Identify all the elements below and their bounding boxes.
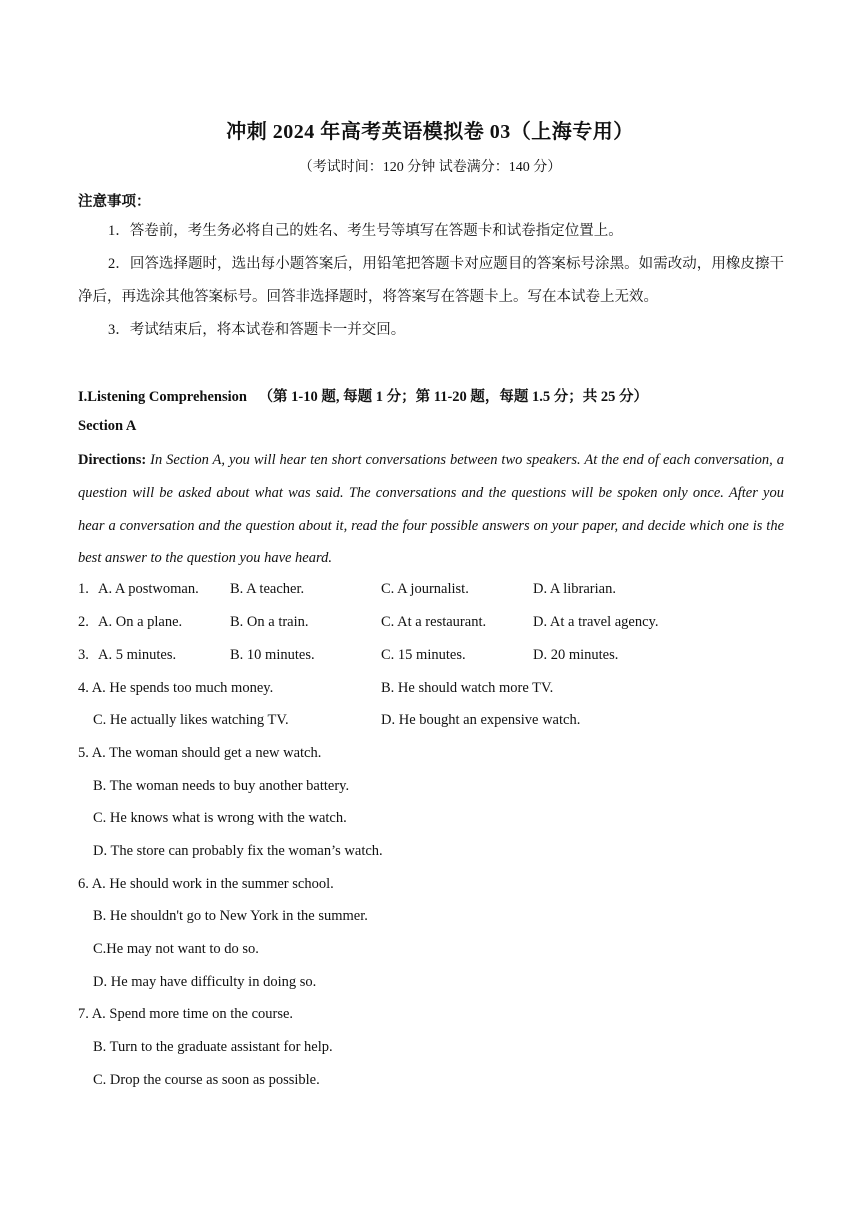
question-4-row-2 [78,712,784,732]
option-b: B. He should watch more TV. [381,680,554,696]
directions-paragraph [78,444,784,575]
option-c: C. 15 minutes. [381,647,466,663]
question-6-option-b [78,908,784,928]
option-c: C. He actually likes watching TV. [93,712,289,728]
option-b: B. 10 minutes. [230,647,315,663]
question-5-option-d [78,843,784,863]
question-6-option-a [78,876,784,896]
question-7-option-c [78,1072,784,1092]
option-a: A. On a plane. [98,614,183,630]
part-title: I.Listening Comprehension [78,389,247,405]
exam-subtitle: （考试时间：120 分钟 试卷满分：140 分） [298,160,562,175]
question-4-row-1 [78,680,784,700]
option-a: 6. A. He should work in the summer school. [78,876,334,892]
option-c: C.He may not want to do so. [93,941,259,957]
question-7-option-a [78,1006,784,1026]
question-6-option-d [78,974,784,994]
question-3 [78,647,784,667]
option-c: C. He knows what is wrong with the watch. [93,810,347,826]
option-a: A. A postwoman. [98,581,199,597]
question-5-option-c [78,810,784,830]
notes-item-3: 3．考试结束后，将本试卷和答题卡一并交回。 [108,322,406,338]
option-d: D. He bought an expensive watch. [381,712,581,728]
question-6-option-c [78,941,784,961]
section-a-heading: Section A [78,418,137,434]
question-number: 1. [78,581,89,597]
option-b: B. A teacher. [230,581,305,597]
option-a: 5. A. The woman should get a new watch. [78,745,322,761]
option-c: C. Drop the course as soon as possible. [93,1072,320,1088]
exam-title: 冲刺 2024 年高考英语模拟卷 03（上海专用） [226,121,634,143]
option-d: D. The store can probably fix the woman’s watch. [93,843,383,859]
option-c: C. At a restaurant. [381,614,487,630]
option-d: D. 20 minutes. [533,647,619,663]
option-d: D. A librarian. [533,581,616,597]
directions-text: In Section A, you will hear ten short conversations between two speakers. At the end of each conversation, a question will be asked about what was said. The conversations and the questions will be spoken only once. After you hear a conversation and the question about it, read the four possible answers on your paper, and decide which one is the best answer to the question you have heard. [78,452,784,567]
option-c: C. A journalist. [381,581,469,597]
question-7-option-b [78,1039,784,1059]
question-1 [78,581,784,601]
option-b: B. On a train. [230,614,309,630]
part-scoring: （第 1-10 题, 每题 1 分；第 11-20 题，每题 1.5 分；共 25 分） [258,389,649,405]
question-number: 2. [78,614,89,630]
option-d: D. At a travel agency. [533,614,659,630]
option-b: B. Turn to the graduate assistant for help. [93,1039,333,1055]
option-d: D. He may have difficulty in doing so. [93,974,317,990]
option-a: 4. A. He spends too much money. [78,680,274,696]
notes-item-1: 1．答卷前，考生务必将自己的姓名、考生号等填写在答题卡和试卷指定位置上。 [108,223,623,239]
part-heading [78,385,648,406]
option-a: 7. A. Spend more time on the course. [78,1006,294,1022]
option-a: A. 5 minutes. [98,647,177,663]
question-2 [78,614,784,634]
option-b: B. He shouldn't go to New York in the summer. [93,908,368,924]
question-5-option-a [78,745,784,765]
notes-heading: 注意事项： [78,194,151,210]
directions-label: Directions: [78,452,147,468]
notes-item-2: 2．回答选择题时，选出每小题答案后，用铅笔把答题卡对应题目的答案标号涂黑。如需改动，用橡皮擦干净后，再选涂其他答案标号。回答非选择题时，将答案写在答题卡上。写在本试卷上无效。 [78,256,784,305]
question-5-option-b [78,778,784,798]
option-b: B. The woman needs to buy another battery. [93,778,350,794]
question-number: 3. [78,647,89,663]
